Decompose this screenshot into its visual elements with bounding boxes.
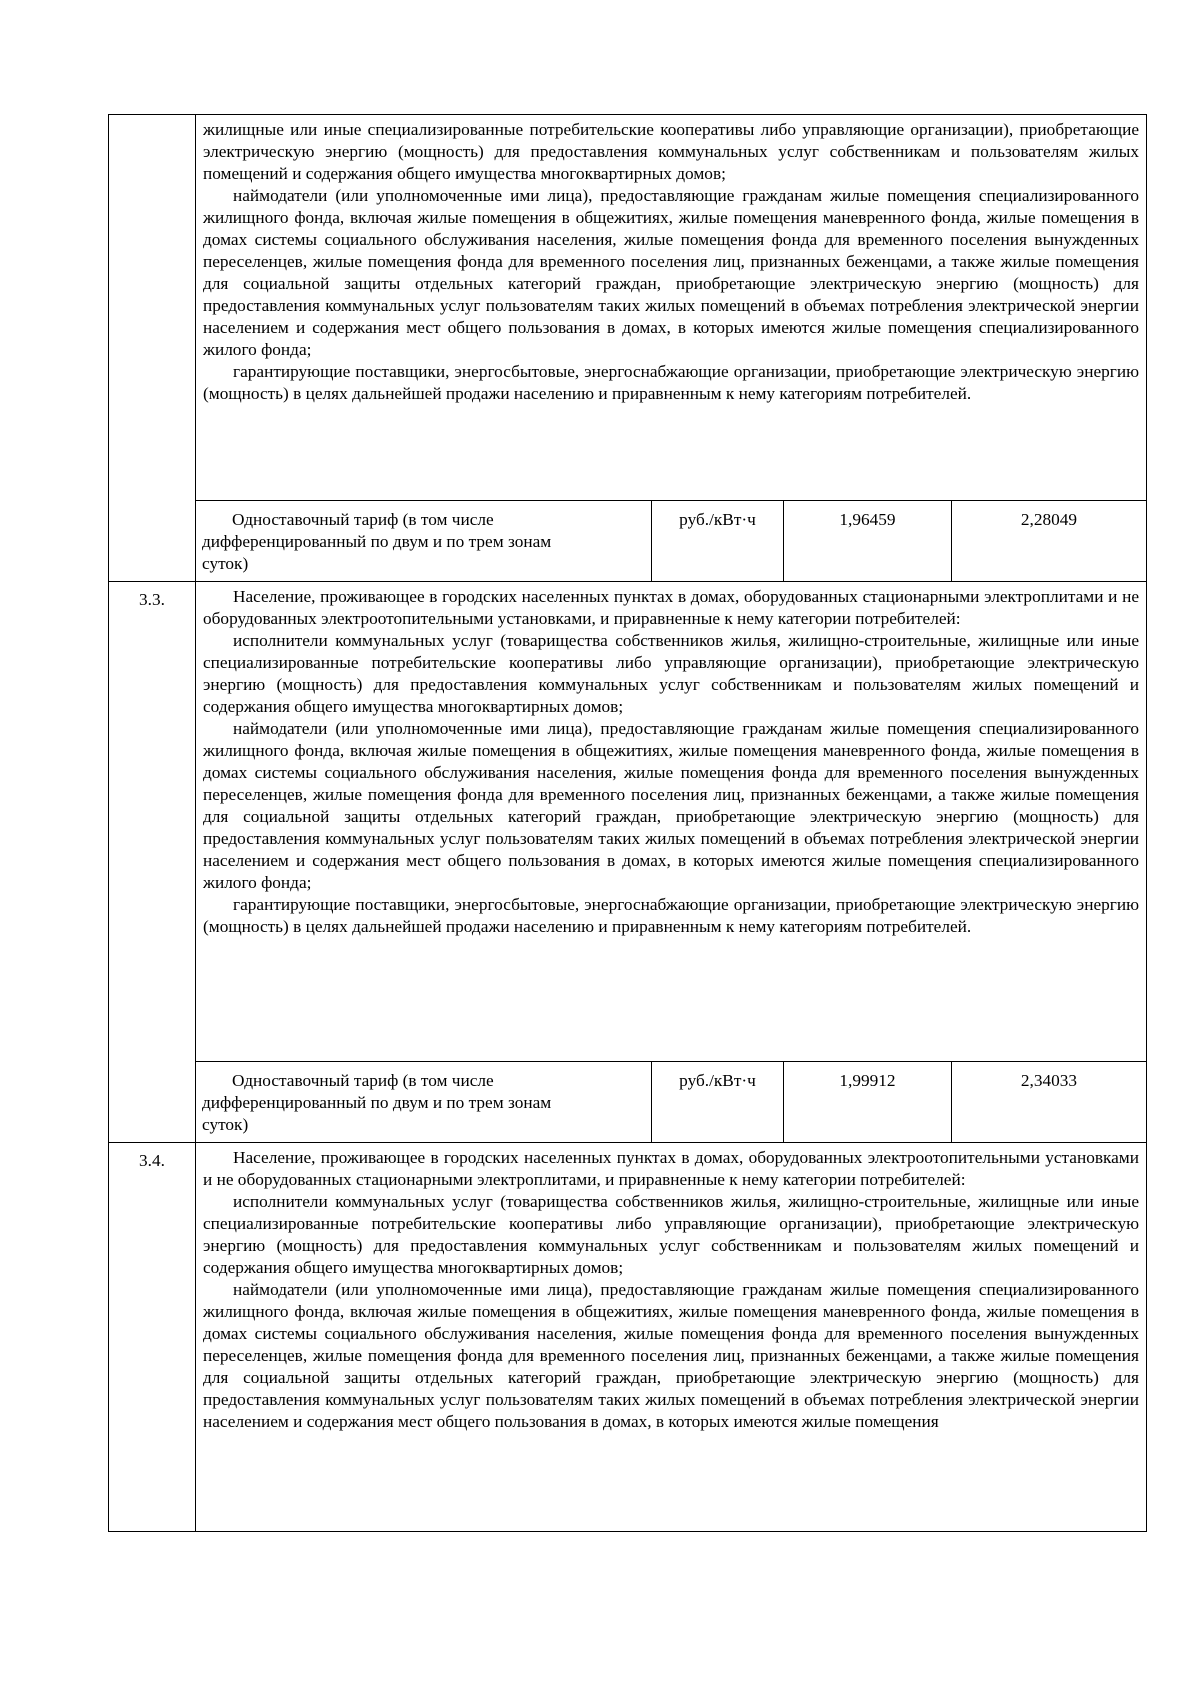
tariff-name-line: дифференцированный по двум и по трем зонам	[202, 532, 552, 551]
tariff-name-line: Одноставочный тариф (в том числе	[232, 510, 494, 529]
paragraph: жилищные или иные специализированные потребительские кооперативы либо управляющие организации), приобретающие электрическую энергию (мощность) для предоставления коммунальных услуг собственникам и пользователям жилых помещений и содержания общего имущества многоквартирных домов;	[203, 120, 1139, 183]
consumer-category-description	[196, 582, 1147, 1062]
tariff-value-second-half: 2,34033	[952, 1062, 1147, 1143]
row-number	[109, 115, 196, 582]
tariff-row	[109, 501, 1147, 582]
tariff-value-second-half: 2,28049	[952, 501, 1147, 582]
tariff-value-first-half: 1,99912	[784, 1062, 952, 1143]
consumer-category-description	[196, 115, 1147, 501]
table-row	[109, 582, 1147, 1062]
tariff-value-first-half: 1,96459	[784, 501, 952, 582]
tariff-name-line: суток)	[202, 554, 249, 573]
tariff-name	[196, 1062, 652, 1143]
tariff-unit: руб./кВт·ч	[652, 501, 784, 582]
paragraph: гарантирующие поставщики, энергосбытовые, энергоснабжающие организации, приобретающие электрическую энергию (мощность) в целях дальнейшей продажи населению и приравненным к нему категориям потребителей.	[203, 362, 1139, 403]
paragraph: Население, проживающее в городских населенных пунктах в домах, оборудованных электроотопительными установками и не оборудованных стационарными электроплитами, и приравненные к нему категории потребителей:	[203, 1148, 1139, 1189]
paragraph: наймодатели (или уполномоченные ими лица), предоставляющие гражданам жилые помещения специализированного жилищного фонда, включая жилые помещения в общежитиях, жилые помещения маневренного фонда, жилые помещения в домах системы социального обслуживания населения, жилые помещения фонда для временного поселения вынужденных переселенцев, жилые помещения фонда для временного поселения лиц, признанных беженцами, а также жилые помещения для социальной защиты отдельных категорий граждан, приобретающие электрическую энергию (мощность) для предоставления коммунальных услуг пользователям таких жилых помещений в объемах потребления электрической энергии населением и содержания мест общего пользования в домах, в которых имеются жилые помещения специализированного жилого фонда;	[203, 186, 1139, 359]
tariff-name-line: Одноставочный тариф (в том числе	[232, 1071, 494, 1090]
tariff-name-line: дифференцированный по двум и по трем зонам	[202, 1093, 552, 1112]
paragraph: исполнители коммунальных услуг (товарищества собственников жилья, жилищно-строительные, жилищные или иные специализированные потребительские кооперативы либо управляющие организации), приобретающие электрическую энергию (мощность) для предоставления коммунальных услуг собственникам и пользователям жилых помещений и содержания общего имущества многоквартирных домов;	[203, 631, 1139, 716]
tariff-name	[196, 501, 652, 582]
row-number: 3.4.	[109, 1143, 196, 1532]
table-row	[109, 1143, 1147, 1532]
paragraph: наймодатели (или уполномоченные ими лица), предоставляющие гражданам жилые помещения специализированного жилищного фонда, включая жилые помещения в общежитиях, жилые помещения маневренного фонда, жилые помещения в домах системы социального обслуживания населения, жилые помещения фонда для временного поселения вынужденных переселенцев, жилые помещения фонда для временного поселения лиц, признанных беженцами, а также жилые помещения для социальной защиты отдельных категорий граждан, приобретающие электрическую энергию (мощность) для предоставления коммунальных услуг пользователям таких жилых помещений в объемах потребления электрической энергии населением и содержания мест общего пользования в домах, в которых имеются жилые помещения специализированного жилого фонда;	[203, 719, 1139, 892]
paragraph: Население, проживающее в городских населенных пунктах в домах, оборудованных стационарными электроплитами и не оборудованных электроотопительными установками, и приравненные к нему категории потребителей:	[203, 587, 1139, 628]
tariff-row	[109, 1062, 1147, 1143]
row-number: 3.3.	[109, 582, 196, 1143]
paragraph: гарантирующие поставщики, энергосбытовые, энергоснабжающие организации, приобретающие электрическую энергию (мощность) в целях дальнейшей продажи населению и приравненным к нему категориям потребителей.	[203, 895, 1139, 936]
paragraph: исполнители коммунальных услуг (товарищества собственников жилья, жилищно-строительные, жилищные или иные специализированные потребительские кооперативы либо управляющие организации), приобретающие электрическую энергию (мощность) для предоставления коммунальных услуг собственникам и пользователям жилых помещений и содержания общего имущества многоквартирных домов;	[203, 1192, 1139, 1277]
paragraph: наймодатели (или уполномоченные ими лица), предоставляющие гражданам жилые помещения специализированного жилищного фонда, включая жилые помещения в общежитиях, жилые помещения маневренного фонда, жилые помещения в домах системы социального обслуживания населения, жилые помещения фонда для временного поселения вынужденных переселенцев, жилые помещения фонда для временного поселения лиц, признанных беженцами, а также жилые помещения для социальной защиты отдельных категорий граждан, приобретающие электрическую энергию (мощность) для предоставления коммунальных услуг пользователям таких жилых помещений в объемах потребления электрической энергии населением и содержания мест общего пользования в домах, в которых имеются жилые помещения	[203, 1280, 1139, 1431]
tariff-name-line: суток)	[202, 1115, 249, 1134]
tariff-unit: руб./кВт·ч	[652, 1062, 784, 1143]
table-row	[109, 115, 1147, 501]
tariff-table	[108, 114, 1147, 1532]
consumer-category-description	[196, 1143, 1147, 1532]
